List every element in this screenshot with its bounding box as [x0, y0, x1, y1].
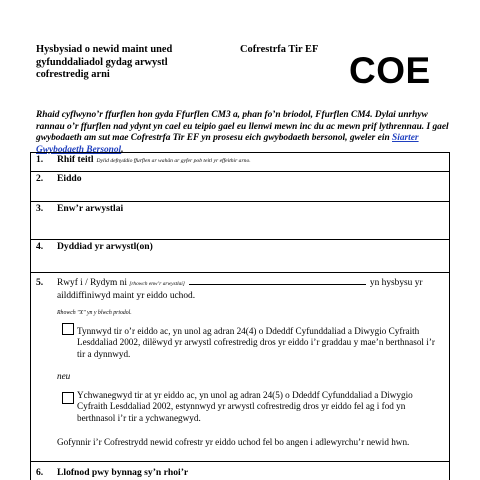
- chargee-name-field[interactable]: [189, 276, 366, 285]
- option-added-text: Ychwanegwyd tir at yr eiddo ac, yn unol ag adran 24(5) o Ddeddf Cyfunddaliad a Diwygio Cyfraith Lesddaliad 2002, estynnwyd yr arwystl cofrestredig dros yr eiddo fel ag i fod yn berthnasol i’r tir a ychwanegwyd.: [77, 390, 413, 423]
- registry-name: Cofrestrfa Tir EF: [240, 44, 319, 55]
- section-label: Dyddiad yr arwystl(on): [57, 241, 153, 252]
- section-charge-date[interactable]: [30, 239, 450, 272]
- form-code: COE: [349, 50, 431, 91]
- section-chargee-name[interactable]: [30, 201, 450, 239]
- chargee-name-hint: [rhowch enw’r arwystlai]: [129, 281, 185, 287]
- option-removed-checkbox[interactable]: [62, 323, 74, 335]
- section-signature[interactable]: [30, 461, 450, 480]
- section-label: Rhif teitl Dylid defnyddio ffurflen ar wahân ar gyfer pob teitl yr effeithir arno.: [57, 154, 251, 165]
- checkbox-hint: Rhowch "X" yn y blwch priodol.: [57, 310, 132, 316]
- title-line: Hysbysiad o newid maint uned: [36, 44, 173, 55]
- section-note: Dylid defnyddio ffurflen ar wahân ar gyfer pob teitl yr effeithir arno.: [96, 158, 251, 164]
- section-number: 5.: [36, 277, 44, 288]
- intro-paragraph: [36, 110, 456, 157]
- form-title: [36, 44, 222, 82]
- section-number: 4.: [36, 241, 44, 252]
- section-label: Llofnod pwy bynnag sy’n rhoi’r: [57, 467, 189, 478]
- personal-info-charter-link[interactable]: Siarter Gwybodaeth Bersonol: [36, 133, 419, 156]
- section-number: 6.: [36, 467, 44, 478]
- section-number: 3.: [36, 203, 44, 214]
- or-label: neu: [57, 371, 71, 381]
- section-notice: [30, 272, 450, 461]
- title-line: cofrestredig arni: [36, 69, 110, 81]
- section-title-number[interactable]: [30, 152, 450, 171]
- section-number: 2.: [36, 173, 44, 184]
- section-label: Enw’r arwystlai: [57, 203, 124, 214]
- option-removed-text: Tynnwyd tir o’r eiddo ac, yn unol ag adran 24(4) o Ddeddf Cyfunddaliad a Diwygio Cyfraith Lesddaliad 2002, dilëwyd yr arwystl cofrestredig dros yr eiddo i’r graddau y mae’n berthnasol i’r tir a dynnwyd.: [77, 326, 435, 359]
- option-added-checkbox[interactable]: [62, 392, 74, 404]
- registrar-request-text: Gofynnir i’r Cofrestrydd newid cofrestr yr eiddo uchod fel bo angen i adlewyrchu’r newid hwn.: [57, 437, 410, 447]
- title-line: gyfunddaliadol gydag arwystl: [36, 56, 168, 68]
- notice-statement: Rwyf i / Rydym ni [rhowch enw’r arwystlai] yn hysbysu yr ailddiffiniwyd maint yr eiddo uchod.: [57, 278, 423, 301]
- intro-end: .: [121, 145, 124, 156]
- intro-text: Rhaid cyflwyno’r ffurflen hon gyda Ffurflen CM3 a, phan fo’n briodol, Ffurflen CM4. Dylai unrhyw rannau o’r ffurflen nad ydynt yn cael eu teipio gael eu llenwi mewn inc du ac mewn prif lythrennau. I gael gwybodaeth am sut mae Cofrestrfa Tir EF yn prosesu eich gwybodaeth bersonol, gweler ein: [36, 110, 449, 144]
- section-label: Eiddo: [57, 173, 82, 184]
- section-property[interactable]: [30, 171, 450, 201]
- section-number: 1.: [36, 154, 44, 165]
